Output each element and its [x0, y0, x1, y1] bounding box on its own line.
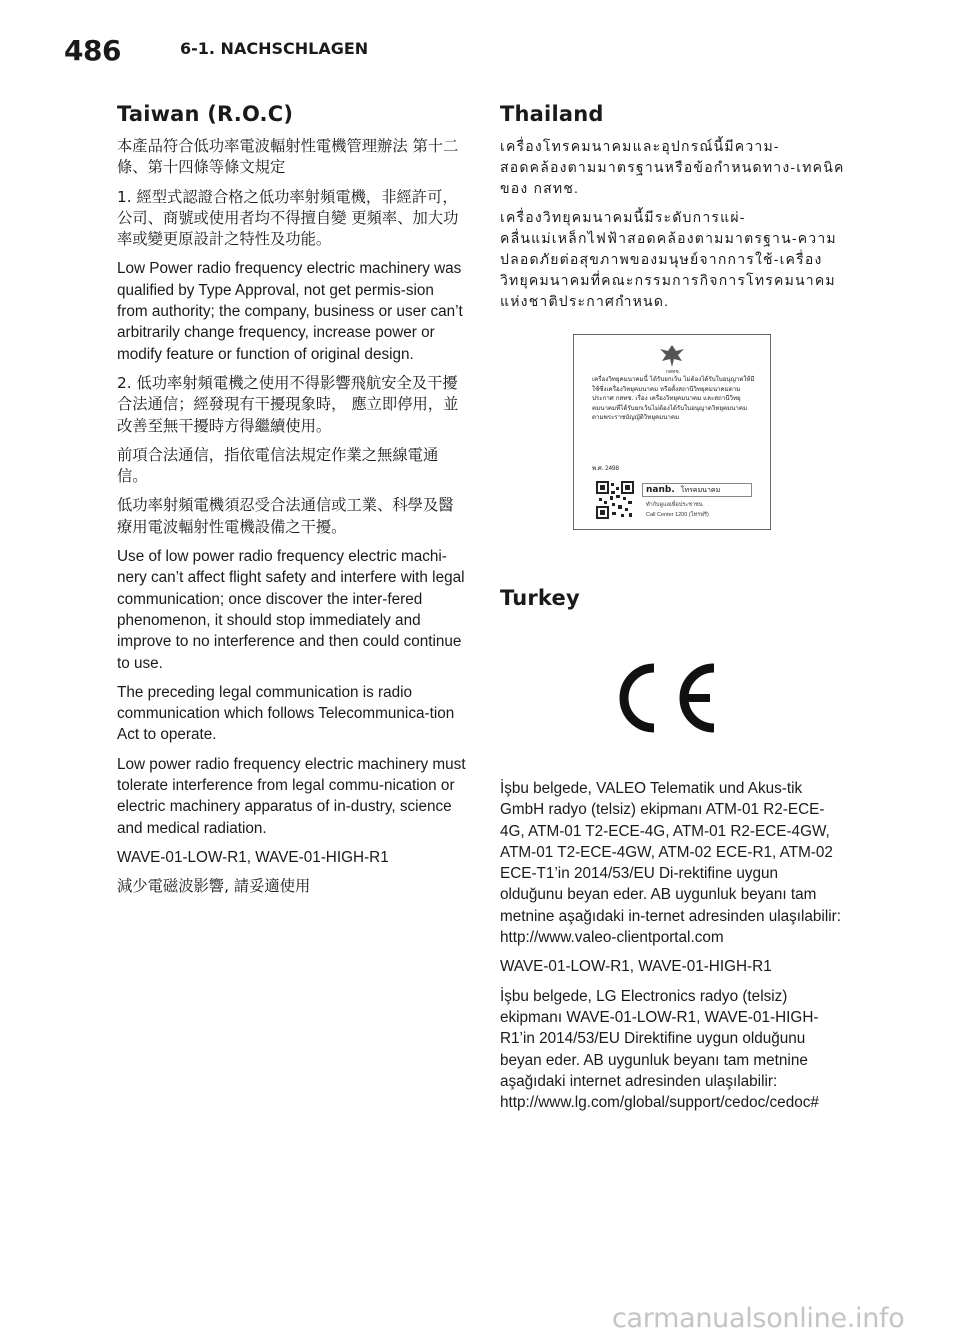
- turkey-body: [500, 778, 845, 1113]
- turkey-paragraph-3: İşbu belgede, LG Electronics radyo (telsiz) ekipmanı WAVE-01-LOW-R1, WAVE-01-HIGH-R1’in 2014/53/EU Direktifine uygun olduğunu beyan eder. AB uygunluk beyanı tam metnine aşağıdaki internet adresinden ulaşılabilir: http://www.lg.com/global/support/cedoc/cedoc#: [500, 987, 819, 1112]
- page-number: 486: [64, 34, 121, 67]
- taiwan-paragraph-8: The preceding legal communication is radio communication which follows Telecommunica-tion Act to operate.: [117, 683, 455, 744]
- taiwan-paragraph-11: 減少電磁波影響, 請妥適使用: [117, 877, 311, 896]
- left-column: [117, 102, 467, 906]
- right-column: [500, 102, 845, 1121]
- thailand-paragraph-2: เครื่องวิทยุคมนาคมนี้มีระดับการแผ่-คลื่นแม่เหล็กไฟฟ้าสอดคล้องตามมาตรฐาน-ความปลอดภัยต่อสุขภาพของมนุษย์จากการใช้-เครื่องวิทยุคมนาคมที่คณะกรรมการกิจการโทรคมนาคมแห่งชาติประกาศกำหนด.: [500, 209, 837, 309]
- watermark: carmanualsonline.info: [612, 1303, 905, 1334]
- nbtc-logo: [642, 483, 752, 497]
- taiwan-paragraph-4: 2. 低功率射頻電機之使用不得影響飛航安全及干擾合法通信；經發現有干擾現象時， 應立即停用，並改善至無干擾時方得繼續使用。: [117, 373, 459, 435]
- taiwan-paragraph-5: 前項合法通信，指依電信法規定作業之無線電通信。: [117, 445, 439, 486]
- taiwan-paragraph-1: 本產品符合低功率電波輻射性電機管理辦法 第十二條、第十四條等條文規定: [117, 137, 459, 177]
- thailand-heading: Thailand: [500, 102, 604, 126]
- garuda-emblem-icon: [658, 343, 686, 369]
- ce-mark-icon: [610, 658, 722, 738]
- section-title: 6-1. NACHSCHLAGEN: [180, 39, 369, 58]
- nbtc-logo-mark: nanb.: [646, 485, 675, 495]
- taiwan-paragraph-7: Use of low power radio frequency electric machi-nery can’t affect flight safety and interfere with legal communication; once discover the inter-fered phenomenon, it should stop immediately and improve to no interference and then could continue to use.: [117, 548, 465, 672]
- qr-code-icon: [596, 481, 634, 519]
- nbtc-certificate-image: [573, 334, 771, 530]
- nbtc-emblem-label: กสทช.: [665, 369, 681, 375]
- thailand-paragraph-1: เครื่องโทรคมนาคมและอุปกรณ์นี้มีความ-สอดคล้องตามมาตรฐานหรือข้อกำหนดทาง-เทคนิคของ กสทช.: [500, 138, 845, 196]
- certificate-call-center: Call Center 1200 (โทรฟรี): [646, 512, 709, 518]
- certificate-tagline: ทำกับดูแลเพื่อประชาชน: [646, 502, 703, 508]
- taiwan-paragraph-3: Low Power radio frequency electric machinery was qualified by Type Approval, not get permis-sion from authority; the company, business or user can’t arbitrarily change frequency, increase power or modify feature or function of original design.: [117, 260, 463, 363]
- taiwan-model-numbers: WAVE-01-LOW-R1, WAVE-01-HIGH-R1: [117, 848, 389, 866]
- turkey-heading: Turkey: [500, 586, 580, 610]
- turkey-model-numbers: WAVE-01-LOW-R1, WAVE-01-HIGH-R1: [500, 958, 772, 976]
- turkey-paragraph-1: İşbu belgede, VALEO Telematik und Akus-tik GmbH radyo (telsiz) ekipmanı ATM-01 R2-ECE-4G, ATM-01 T2-ECE-4G, ATM-01 R2-ECE-4GW, ATM-01 T2-ECE-4GW, ATM-02 ECE-R1, ATM-02 ECE-T1’in 2014/53/EU Di-rektifine uygun olduğunu beyan eder. AB uygunluk beyanı tam metnine aşağıdaki in-ternet adresinden ulaşılabilir: http://www.valeo-clientportal.com: [500, 780, 841, 947]
- taiwan-paragraph-6: 低功率射頻電機須忍受合法通信或工業、科學及醫療用電波輻射性電機設備之干擾。: [117, 496, 454, 536]
- taiwan-paragraph-9: Low power radio frequency electric machinery must tolerate interference from legal commu-nication or electric machinery apparatus of in-dustry, science and medical radiation.: [117, 755, 466, 837]
- taiwan-paragraph-2: 1. 經型式認證合格之低功率射頻電機，非經許可，公司、商號或使用者均不得擅自變 更頻率、加大功率或變更原設計之特性及功能。: [117, 187, 459, 249]
- nbtc-logo-caption: โทรคมนาคม: [680, 486, 721, 494]
- certificate-text: เครื่องวิทยุคมนาคมนี้ ได้รับยกเว้น ไม่ต้องได้รับใบอนุญาตให้มี ใช้ซึ่งเครื่องวิทยุคมนาคม หรือตั้งสถานีวิทยุคมนาคมตามประกาศ กสทช. เรื่อง เครื่องวิทยุคมนาคม และสถานีวิทยุคมนาคมที่ได้รับยกเว้นไม่ต้องได้รับใบอนุญาตวิทยุคมนาคมตามพระราชบัญญัติวิทยุคมนาคม: [592, 376, 755, 422]
- certificate-year: พ.ศ. 2498: [592, 465, 619, 472]
- taiwan-heading: Taiwan (R.O.C): [117, 102, 294, 126]
